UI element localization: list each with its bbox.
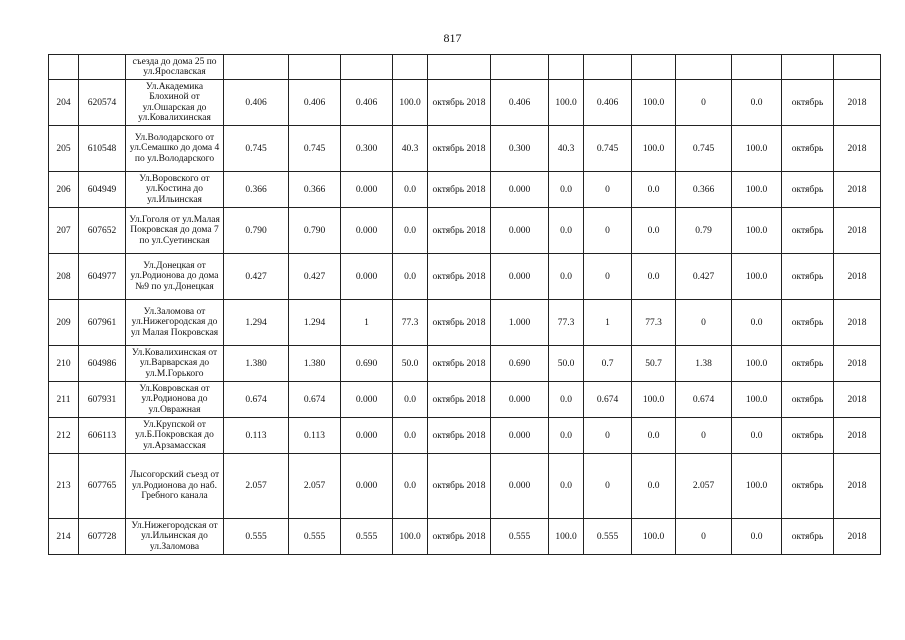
road-works-table xyxy=(48,54,881,555)
percent-cell: 0.0 xyxy=(632,254,676,300)
year-cell: 2018 xyxy=(834,418,881,454)
percent-cell: 100.0 xyxy=(549,80,584,126)
object-code: 604977 xyxy=(79,254,126,300)
table-row xyxy=(49,519,881,555)
value-cell: 0.406 xyxy=(584,80,632,126)
length-cell: 0.113 xyxy=(224,418,289,454)
length-cell: 0.406 xyxy=(289,80,341,126)
year-cell: 2018 xyxy=(834,254,881,300)
row-number: 213 xyxy=(49,454,79,519)
table-row xyxy=(49,346,881,382)
month-cell: октябрь 2018 xyxy=(428,454,491,519)
table-cell xyxy=(224,55,289,80)
length-cell: 1.294 xyxy=(224,300,289,346)
street-cell: Ул.Воровского от ул.Костина до ул.Ильинская xyxy=(126,172,224,208)
year-cell: 2018 xyxy=(834,208,881,254)
value-cell: 0 xyxy=(676,418,732,454)
year-cell: 2018 xyxy=(834,80,881,126)
street-cell: Ул.Ковалихинская от ул.Варварская до ул.М.Горького xyxy=(126,346,224,382)
percent-cell: 0.0 xyxy=(393,418,428,454)
table-row xyxy=(49,80,881,126)
value-cell: 0.000 xyxy=(491,454,549,519)
percent-cell: 0.0 xyxy=(549,418,584,454)
value-cell: 0 xyxy=(676,80,732,126)
value-cell: 0.79 xyxy=(676,208,732,254)
value-cell: 1 xyxy=(584,300,632,346)
length-cell: 2.057 xyxy=(224,454,289,519)
percent-cell: 0.0 xyxy=(732,418,782,454)
month-cell: октябрь 2018 xyxy=(428,208,491,254)
year-cell: 2018 xyxy=(834,126,881,172)
object-code: 604949 xyxy=(79,172,126,208)
percent-cell: 77.3 xyxy=(549,300,584,346)
length-cell: 2.057 xyxy=(289,454,341,519)
object-code: 610548 xyxy=(79,126,126,172)
month-cell: октябрь 2018 xyxy=(428,300,491,346)
percent-cell: 100.0 xyxy=(393,80,428,126)
value-cell: 0.000 xyxy=(491,382,549,418)
year-cell: 2018 xyxy=(834,519,881,555)
length-cell: 0.113 xyxy=(289,418,341,454)
value-cell: 0 xyxy=(584,454,632,519)
percent-cell: 100.0 xyxy=(632,126,676,172)
month-cell: октябрь 2018 xyxy=(428,254,491,300)
table-cell xyxy=(584,55,632,80)
month-cell: октябрь xyxy=(782,418,834,454)
month-cell: октябрь 2018 xyxy=(428,382,491,418)
row-number: 204 xyxy=(49,80,79,126)
year-cell: 2018 xyxy=(834,454,881,519)
percent-cell: 50.7 xyxy=(632,346,676,382)
percent-cell: 0.0 xyxy=(632,454,676,519)
table-cell xyxy=(79,55,126,80)
street-cell: Ул.Крупской от ул.Б.Покровская до ул.Арзамасская xyxy=(126,418,224,454)
table-body xyxy=(49,55,881,555)
percent-cell: 0.0 xyxy=(549,172,584,208)
percent-cell: 40.3 xyxy=(549,126,584,172)
row-number: 214 xyxy=(49,519,79,555)
month-cell: октябрь xyxy=(782,346,834,382)
table-cell xyxy=(341,55,393,80)
value-cell: 2.057 xyxy=(676,454,732,519)
row-number: 209 xyxy=(49,300,79,346)
table-cell xyxy=(428,55,491,80)
value-cell: 0.000 xyxy=(341,254,393,300)
month-cell: октябрь xyxy=(782,126,834,172)
value-cell: 0.000 xyxy=(341,418,393,454)
month-cell: октябрь xyxy=(782,172,834,208)
length-cell: 0.406 xyxy=(224,80,289,126)
row-number: 207 xyxy=(49,208,79,254)
row-number: 212 xyxy=(49,418,79,454)
percent-cell: 50.0 xyxy=(393,346,428,382)
year-cell: 2018 xyxy=(834,382,881,418)
percent-cell: 0.0 xyxy=(393,254,428,300)
value-cell: 0.674 xyxy=(676,382,732,418)
value-cell: 0.300 xyxy=(491,126,549,172)
table-row xyxy=(49,382,881,418)
row-number: 210 xyxy=(49,346,79,382)
table-row xyxy=(49,172,881,208)
month-cell: октябрь xyxy=(782,80,834,126)
percent-cell: 100.0 xyxy=(732,454,782,519)
street-cell: Ул.Донецкая от ул.Родионова до дома №9 по ул.Донецкая xyxy=(126,254,224,300)
month-cell: октябрь 2018 xyxy=(428,418,491,454)
row-number: 208 xyxy=(49,254,79,300)
table-row xyxy=(49,418,881,454)
object-code: 607652 xyxy=(79,208,126,254)
percent-cell: 0.0 xyxy=(549,208,584,254)
street-cell: Ул.Нижегородская от ул.Ильинская до ул.Заломова xyxy=(126,519,224,555)
table-row xyxy=(49,126,881,172)
length-cell: 0.555 xyxy=(224,519,289,555)
street-cell: Ул.Володарского от ул.Семашко до дома 4 по ул.Володарского xyxy=(126,126,224,172)
value-cell: 0.000 xyxy=(491,418,549,454)
street-cell: Ул.Ковровская от ул.Родионова до ул.Овражная xyxy=(126,382,224,418)
percent-cell: 0.0 xyxy=(732,519,782,555)
value-cell: 0 xyxy=(584,418,632,454)
value-cell: 0.690 xyxy=(491,346,549,382)
month-cell: октябрь xyxy=(782,519,834,555)
street-cell: Лысогорский съезд от ул.Родионова до наб. Гребного канала xyxy=(126,454,224,519)
value-cell: 0.555 xyxy=(341,519,393,555)
month-cell: октябрь 2018 xyxy=(428,126,491,172)
percent-cell: 77.3 xyxy=(632,300,676,346)
street-cell: Ул.Заломова от ул.Нижегородская до ул Малая Покровская xyxy=(126,300,224,346)
table-cell xyxy=(549,55,584,80)
table-cell xyxy=(632,55,676,80)
length-cell: 0.555 xyxy=(289,519,341,555)
value-cell: 0.000 xyxy=(341,208,393,254)
value-cell: 0.000 xyxy=(491,254,549,300)
row-number: 206 xyxy=(49,172,79,208)
object-code: 620574 xyxy=(79,80,126,126)
table-cell xyxy=(491,55,549,80)
month-cell: октябрь 2018 xyxy=(428,519,491,555)
length-cell: 0.745 xyxy=(224,126,289,172)
table-row xyxy=(49,454,881,519)
month-cell: октябрь 2018 xyxy=(428,172,491,208)
percent-cell: 0.0 xyxy=(393,208,428,254)
table-row xyxy=(49,300,881,346)
length-cell: 1.380 xyxy=(289,346,341,382)
value-cell: 0.406 xyxy=(341,80,393,126)
value-cell: 1.38 xyxy=(676,346,732,382)
table-row xyxy=(49,55,881,80)
table-cell xyxy=(289,55,341,80)
month-cell: октябрь xyxy=(782,454,834,519)
percent-cell: 0.0 xyxy=(632,208,676,254)
percent-cell: 100.0 xyxy=(732,382,782,418)
value-cell: 0.555 xyxy=(491,519,549,555)
value-cell: 0 xyxy=(676,300,732,346)
length-cell: 1.294 xyxy=(289,300,341,346)
length-cell: 0.745 xyxy=(289,126,341,172)
table-cell xyxy=(49,55,79,80)
value-cell: 1.000 xyxy=(491,300,549,346)
year-cell: 2018 xyxy=(834,300,881,346)
table-cell xyxy=(834,55,881,80)
percent-cell: 50.0 xyxy=(549,346,584,382)
object-code: 607728 xyxy=(79,519,126,555)
street-cell: Ул.Гоголя от ул.Малая Покровская до дома 7 по ул.Суетинская xyxy=(126,208,224,254)
value-cell: 0.000 xyxy=(341,382,393,418)
year-cell: 2018 xyxy=(834,172,881,208)
value-cell: 1 xyxy=(341,300,393,346)
value-cell: 0 xyxy=(584,208,632,254)
table-cell xyxy=(393,55,428,80)
value-cell: 0 xyxy=(584,172,632,208)
value-cell: 0.7 xyxy=(584,346,632,382)
percent-cell: 0.0 xyxy=(549,254,584,300)
length-cell: 0.427 xyxy=(224,254,289,300)
percent-cell: 40.3 xyxy=(393,126,428,172)
object-code: 606113 xyxy=(79,418,126,454)
percent-cell: 100.0 xyxy=(732,126,782,172)
object-code: 607765 xyxy=(79,454,126,519)
percent-cell: 100.0 xyxy=(632,80,676,126)
page-number: 817 xyxy=(443,31,462,45)
percent-cell: 100.0 xyxy=(549,519,584,555)
value-cell: 0.406 xyxy=(491,80,549,126)
length-cell: 1.380 xyxy=(224,346,289,382)
percent-cell: 0.0 xyxy=(393,454,428,519)
year-cell: 2018 xyxy=(834,346,881,382)
percent-cell: 100.0 xyxy=(732,172,782,208)
percent-cell: 0.0 xyxy=(632,418,676,454)
value-cell: 0.674 xyxy=(584,382,632,418)
table-row xyxy=(49,208,881,254)
month-cell: октябрь xyxy=(782,254,834,300)
table-row xyxy=(49,254,881,300)
length-cell: 0.366 xyxy=(224,172,289,208)
value-cell: 0.300 xyxy=(341,126,393,172)
length-cell: 0.790 xyxy=(224,208,289,254)
percent-cell: 0.0 xyxy=(549,454,584,519)
length-cell: 0.427 xyxy=(289,254,341,300)
value-cell: 0.427 xyxy=(676,254,732,300)
percent-cell: 0.0 xyxy=(549,382,584,418)
month-cell: октябрь xyxy=(782,208,834,254)
value-cell: 0.000 xyxy=(491,172,549,208)
value-cell: 0.000 xyxy=(341,172,393,208)
month-cell: октябрь 2018 xyxy=(428,80,491,126)
value-cell: 0.000 xyxy=(341,454,393,519)
table-cell xyxy=(676,55,732,80)
percent-cell: 100.0 xyxy=(632,519,676,555)
value-cell: 0.690 xyxy=(341,346,393,382)
percent-cell: 0.0 xyxy=(393,382,428,418)
value-cell: 0.745 xyxy=(584,126,632,172)
length-cell: 0.366 xyxy=(289,172,341,208)
length-cell: 0.674 xyxy=(289,382,341,418)
row-number: 205 xyxy=(49,126,79,172)
street-cell: Ул.Академика Блохиной от ул.Ошарская до ул.Ковалихинская xyxy=(126,80,224,126)
value-cell: 0 xyxy=(676,519,732,555)
percent-cell: 0.0 xyxy=(632,172,676,208)
percent-cell: 0.0 xyxy=(732,300,782,346)
percent-cell: 100.0 xyxy=(732,208,782,254)
row-number: 211 xyxy=(49,382,79,418)
month-cell: октябрь xyxy=(782,300,834,346)
object-code: 607931 xyxy=(79,382,126,418)
table-cell xyxy=(732,55,782,80)
length-cell: 0.674 xyxy=(224,382,289,418)
percent-cell: 77.3 xyxy=(393,300,428,346)
value-cell: 0 xyxy=(584,254,632,300)
percent-cell: 100.0 xyxy=(393,519,428,555)
value-cell: 0.555 xyxy=(584,519,632,555)
table-cell xyxy=(782,55,834,80)
percent-cell: 100.0 xyxy=(732,346,782,382)
length-cell: 0.790 xyxy=(289,208,341,254)
object-code: 607961 xyxy=(79,300,126,346)
street-cell: съезда до дома 25 по ул.Ярославская xyxy=(126,55,224,80)
percent-cell: 100.0 xyxy=(632,382,676,418)
value-cell: 0.000 xyxy=(491,208,549,254)
month-cell: октябрь 2018 xyxy=(428,346,491,382)
object-code: 604986 xyxy=(79,346,126,382)
percent-cell: 0.0 xyxy=(393,172,428,208)
percent-cell: 0.0 xyxy=(732,80,782,126)
month-cell: октябрь xyxy=(782,382,834,418)
percent-cell: 100.0 xyxy=(732,254,782,300)
value-cell: 0.366 xyxy=(676,172,732,208)
value-cell: 0.745 xyxy=(676,126,732,172)
